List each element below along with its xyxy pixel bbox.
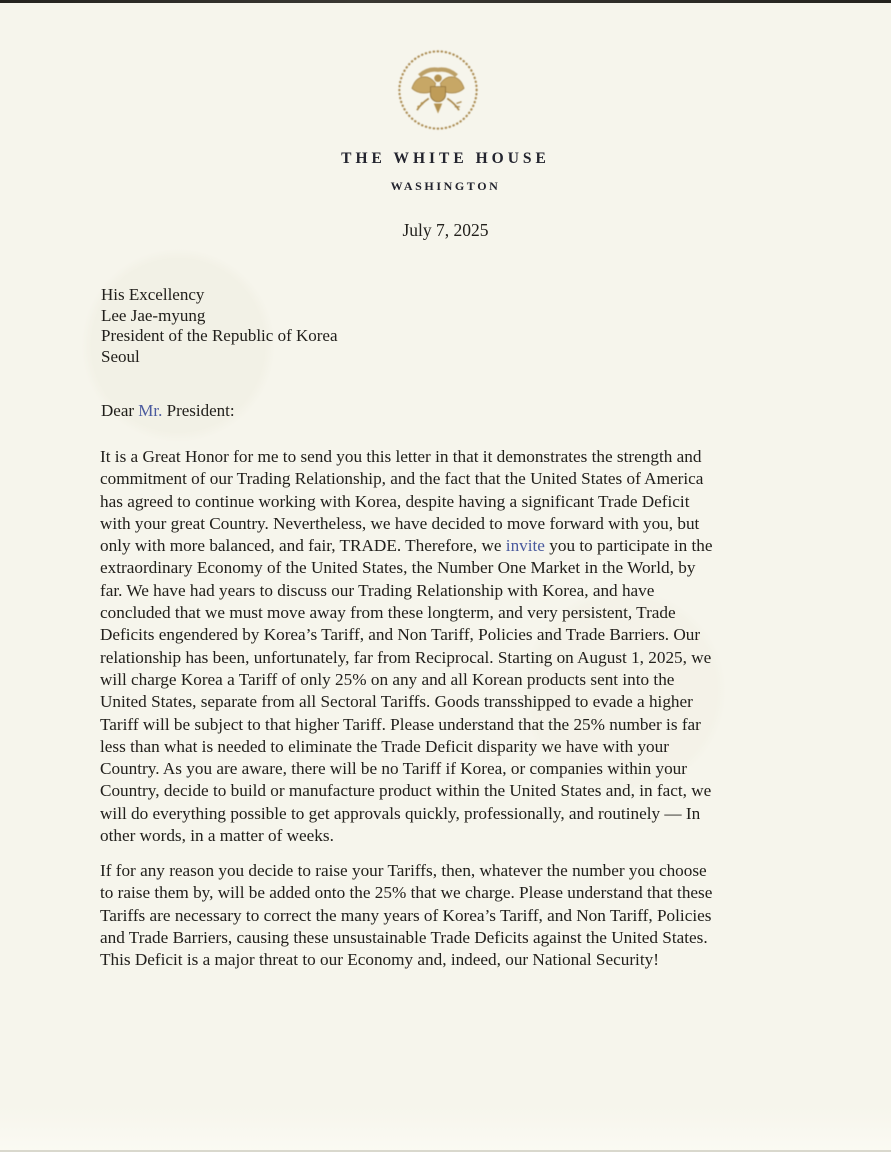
body-line: will do everything possible to get approvals quickly, professionally, and routinely — In	[100, 803, 701, 823]
paragraph-2	[100, 860, 712, 971]
body-line: and Trade Barriers, causing these unsustainable Trade Deficits against the United States.	[100, 927, 708, 947]
body-line: relationship has been, unfortunately, far from Reciprocal. Starting on August 1, 2025, we	[100, 647, 712, 667]
body-line: concluded that we must move away from these longterm, and very persistent, Trade	[100, 603, 676, 623]
body-line: will charge Korea a Tariff of only 25% on any and all Korean products sent into the	[100, 669, 675, 689]
body-line: with your great Country. Nevertheless, we have decided to move forward with you, but	[100, 513, 700, 533]
recipient-line: Lee Jae-myung	[101, 305, 206, 325]
body-line: commitment of our Trading Relationship, and the fact that the United States of America	[100, 469, 704, 489]
body-line: other words, in a matter of weeks.	[100, 826, 334, 846]
line-pre: only with more balanced, and fair, TRADE. Therefore, we	[100, 536, 506, 556]
body-line: has agreed to continue working with Korea, despite having a significant Trade Deficit	[100, 491, 690, 511]
salutation-highlight: Mr.	[138, 401, 163, 420]
body-line: United States, separate from all Sectoral Tariffs. Goods transshipped to evade a higher	[100, 692, 693, 712]
photo-top-edge	[0, 0, 891, 3]
body-line: Country. As you are aware, there will be no Tariff if Korea, or companies within your	[100, 759, 687, 779]
body-line: Country, decide to build or manufacture product within the United States and, in fact, we	[100, 781, 712, 801]
body-line: Deficits engendered by Korea’s Tariff, and Non Tariff, Policies and Trade Barriers. Our	[100, 625, 701, 645]
body-line: It is a Great Honor for me to send you this letter in that it demonstrates the strength and	[100, 447, 702, 466]
body-line: less than what is needed to eliminate the Trade Deficit disparity we have with your	[100, 736, 669, 756]
body-line: Tariff will be subject to that higher Tariff. Please understand that the 25% number is far	[100, 714, 701, 734]
presidential-seal-icon	[396, 48, 480, 132]
line-post: you to participate in the	[544, 536, 713, 556]
salutation-pre: Dear	[101, 401, 139, 420]
body-line: far. We have had years to discuss our Trading Relationship with Korea, and have	[100, 580, 655, 600]
paragraph-1	[100, 446, 712, 847]
salutation	[101, 401, 235, 421]
letter-date: July 7, 2025	[402, 220, 489, 240]
body-line: to raise them by, will be added onto the 25% that we charge. Please understand that these	[100, 883, 713, 903]
recipient-line: Seoul	[101, 346, 140, 366]
letterhead-org-name: THE WHITE HOUSE	[341, 150, 550, 167]
recipient-line: President of the Republic of Korea	[101, 326, 338, 346]
body-line-with-tint	[100, 535, 712, 557]
recipient-block	[101, 285, 338, 367]
salutation-post: President:	[162, 401, 235, 420]
letterhead-location: WASHINGTON	[390, 179, 501, 193]
body-line: Tariffs are necessary to correct the many years of Korea’s Tariff, and Non Tariff, Policies	[100, 905, 712, 925]
body-line: This Deficit is a major threat to our Economy and, indeed, our National Security!	[100, 950, 659, 970]
body-line: If for any reason you decide to raise your Tariffs, then, whatever the number you choose	[100, 861, 707, 880]
recipient-line: His Excellency	[101, 285, 205, 304]
line-highlight: invite	[505, 536, 545, 556]
body-line: extraordinary Economy of the United States, the Number One Market in the World, by	[100, 558, 696, 578]
